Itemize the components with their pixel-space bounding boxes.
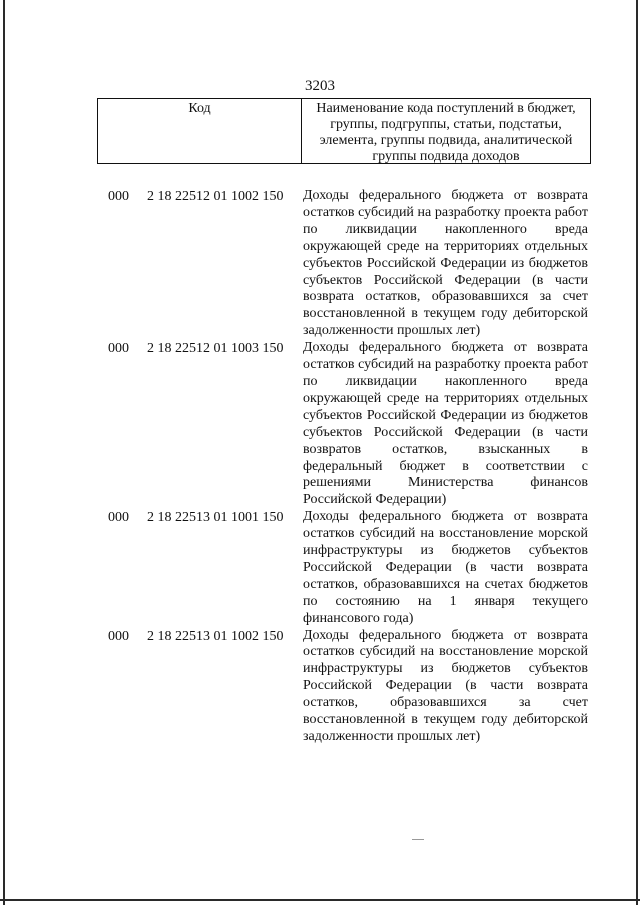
row-code: 2 18 22512 01 1002 150: [147, 189, 284, 204]
page-number: 3203: [305, 78, 335, 94]
table-body: [0, 188, 640, 746]
row-description: Доходы федерального бюджета от возврата остатков субсидий на восстановление морской инфраструктуры из бюджетов субъектов Российской Федерации (в части возврата остатков, образовавшихся на счетах бюджетов по состоянию на 1 января текущего финансового года): [303, 509, 588, 626]
table-row: [0, 628, 640, 746]
row-description: Доходы федерального бюджета от возврата остатков субсидий на разработку проекта работ по ликвидации накопленного вреда окружающей среде на территориях отдельных субъектов Российской Федерации из бюджетов субъектов Российской Федерации (в части возврата остатков, образовавшихся за счет восстановленной в текущем году дебиторской задолженности прошлых лет): [303, 188, 588, 339]
row-code: 2 18 22512 01 1003 150: [147, 341, 284, 357]
row-prefix: 000: [108, 341, 129, 357]
row-description: Доходы федерального бюджета от возврата остатков субсидий на разработку проекта работ по ликвидации накопленного вреда окружающей среде на территориях отдельных субъектов Российской Федерации из бюджетов субъектов Российской Федерации (в части возвратов остатков, взысканных в федеральный бюджет в соответствии с решениями Министерства финансов Российской Федерации): [303, 340, 588, 508]
row-code: 2 18 22513 01 1002 150: [147, 628, 284, 644]
table-header: [97, 98, 591, 164]
scan-border-bottom: [0, 899, 640, 901]
table-row: [0, 188, 640, 340]
header-code-label: Код: [98, 99, 302, 163]
row-description: Доходы федерального бюджета от возврата остатков субсидий на восстановление морской инфраструктуры из бюджетов субъектов Российской Федерации (в части возврата остатков, образовавшихся за счет восстановленной в текущем году дебиторской задолженности прошлых лет): [303, 627, 588, 744]
row-code: 2 18 22513 01 1001 150: [147, 510, 284, 526]
row-prefix: 000: [108, 628, 129, 644]
row-prefix: 000: [108, 189, 129, 204]
row-prefix: 000: [108, 510, 129, 526]
header-name-label: Наименование кода поступлений в бюджет, группы, подгруппы, статьи, подстатьи, элемента, группы подвида, аналитической группы подвида доходов: [316, 101, 576, 164]
table-row: [0, 509, 640, 627]
scan-artifact-mark: [412, 839, 424, 840]
table-row: [0, 340, 640, 509]
